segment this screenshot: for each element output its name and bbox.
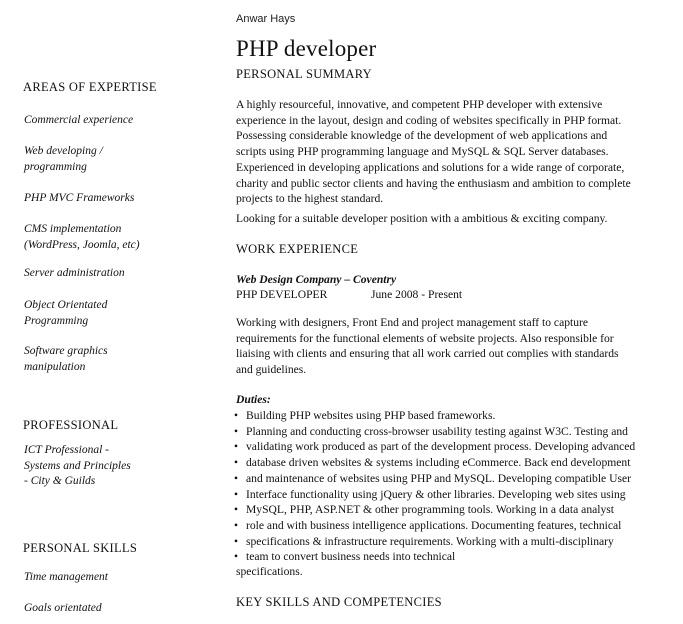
duty-text: MySQL, PHP, ASP.NET & other programming tools. Working in a data analyst xyxy=(246,503,615,517)
employer-name: Web Design Company – Coventry xyxy=(236,273,397,286)
expertise-item xyxy=(24,266,125,282)
duty-text: validating work produced as part of the development process. Developing advanced xyxy=(246,440,636,454)
bullet-icon: • xyxy=(234,503,239,517)
work-experience-heading: WORK EXPERIENCE xyxy=(236,242,359,256)
expertise-item-line: CMS implementation xyxy=(24,223,122,235)
summary-line: A highly resourceful, innovative, and competent PHP developer with extensive xyxy=(236,98,603,111)
job-title: PHP DEVELOPER xyxy=(236,288,328,301)
bullet-icon: • xyxy=(234,409,239,422)
duty-item xyxy=(234,502,635,518)
duty-item xyxy=(234,424,635,440)
professional-heading: PROFESSIONAL xyxy=(23,418,119,432)
page-title: PHP developer xyxy=(236,36,377,61)
duties-label: Duties: xyxy=(236,393,271,406)
expertise-item xyxy=(24,344,108,375)
expertise-item-line: manipulation xyxy=(24,360,86,373)
duty-text: and maintenance of websites using PHP and MySQL. Developing compatible User xyxy=(246,471,631,485)
skill-item: Goals orientated xyxy=(24,602,102,614)
expertise-item xyxy=(24,222,140,253)
description-line: and guidelines. xyxy=(236,363,307,377)
summary-heading: PERSONAL SUMMARY xyxy=(236,67,372,81)
expertise-item-line: programming xyxy=(24,160,87,173)
qualification-line: ICT Professional - xyxy=(24,444,109,456)
bullet-icon: • xyxy=(234,424,239,438)
duty-text: Building PHP websites using PHP based frameworks. xyxy=(246,409,496,422)
expertise-item-line: Programming xyxy=(24,314,89,327)
expertise-heading: AREAS OF EXPERTISE xyxy=(23,80,157,94)
duty-item xyxy=(234,518,635,534)
duty-text: specifications & infrastructure requirements. Working with a multi-disciplinary xyxy=(246,534,614,548)
summary-paragraph xyxy=(236,97,631,207)
bullet-icon: • xyxy=(234,518,239,532)
description-line: Working with designers, Front End and project management staff to capture xyxy=(236,316,589,329)
summary-line: Possessing considerable knowledge of the development of web applications and xyxy=(236,129,608,143)
bullet-icon: • xyxy=(234,456,239,470)
duties-list xyxy=(234,408,635,565)
expertise-item-line: Server administration xyxy=(24,267,125,279)
personal-skills-heading: PERSONAL SKILLS xyxy=(23,541,138,555)
duty-text: role and with business intelligence applications. Documenting features, technical xyxy=(246,518,622,532)
duty-item xyxy=(234,471,635,487)
bullet-icon: • xyxy=(234,487,239,501)
expertise-item-line: (WordPress, Joomla, etc) xyxy=(24,238,140,251)
bullet-icon: • xyxy=(234,534,239,548)
expertise-item xyxy=(24,144,103,175)
expertise-item-line: Web developing / xyxy=(24,145,103,157)
expertise-item-line: Software graphics xyxy=(24,345,108,357)
duty-item xyxy=(234,439,635,455)
expertise-item-line: Object Orientated xyxy=(24,299,108,311)
expertise-item xyxy=(24,298,107,329)
description-line: requirements for the functional elements of website projects. Also responsible for xyxy=(236,331,614,345)
summary-line: scripts using PHP programming language and MySQL & SQL Server databases. xyxy=(236,145,609,159)
duties-tail: specifications. xyxy=(236,565,303,578)
duty-text: Interface functionality using jQuery & other libraries. Developing web sites using xyxy=(246,487,626,501)
summary-line: Experienced in developing applications and solutions for a wide range of corporate, xyxy=(236,160,625,174)
skill-item: Time management xyxy=(24,571,109,583)
duty-item xyxy=(234,487,635,503)
duty-item xyxy=(234,534,635,550)
professional-qualification xyxy=(24,443,131,490)
expertise-item-line: Commercial experience xyxy=(24,114,134,126)
employment-dates: June 2008 - Present xyxy=(371,288,463,301)
duty-item xyxy=(234,549,635,565)
duty-text: Planning and conducting cross-browser usability testing against W3C. Testing and xyxy=(246,424,628,438)
expertise-item xyxy=(24,191,134,207)
candidate-name: Anwar Hays xyxy=(236,13,296,25)
summary-line: experience in the layout, design and coding of websites specifically in PHP format. xyxy=(236,113,622,127)
duty-text: database driven websites & systems including eCommerce. Back end development xyxy=(246,456,631,470)
bullet-icon: • xyxy=(234,440,239,454)
qualification-line: - City & Guilds xyxy=(24,475,96,487)
bullet-icon: • xyxy=(234,550,239,564)
duty-text: team to convert business needs into technical xyxy=(246,550,456,564)
objective-statement: Looking for a suitable developer position with a ambitious & exciting company. xyxy=(236,212,608,225)
duty-item xyxy=(234,408,635,424)
job-description xyxy=(236,315,619,378)
expertise-item xyxy=(24,113,133,129)
duty-item xyxy=(234,455,635,471)
description-line: liaising with clients and ensuring that all work carried out complies with standards xyxy=(236,347,619,361)
bullet-icon: • xyxy=(234,471,239,485)
key-skills-heading: KEY SKILLS AND COMPETENCIES xyxy=(236,595,442,609)
qualification-line: Systems and Principles xyxy=(24,459,131,472)
expertise-item-line: PHP MVC Frameworks xyxy=(24,192,135,204)
summary-line: charity and public sector clients and having the enthusiasm and ambition to complete xyxy=(236,176,631,190)
summary-line: projects to the highest standard. xyxy=(236,192,384,206)
